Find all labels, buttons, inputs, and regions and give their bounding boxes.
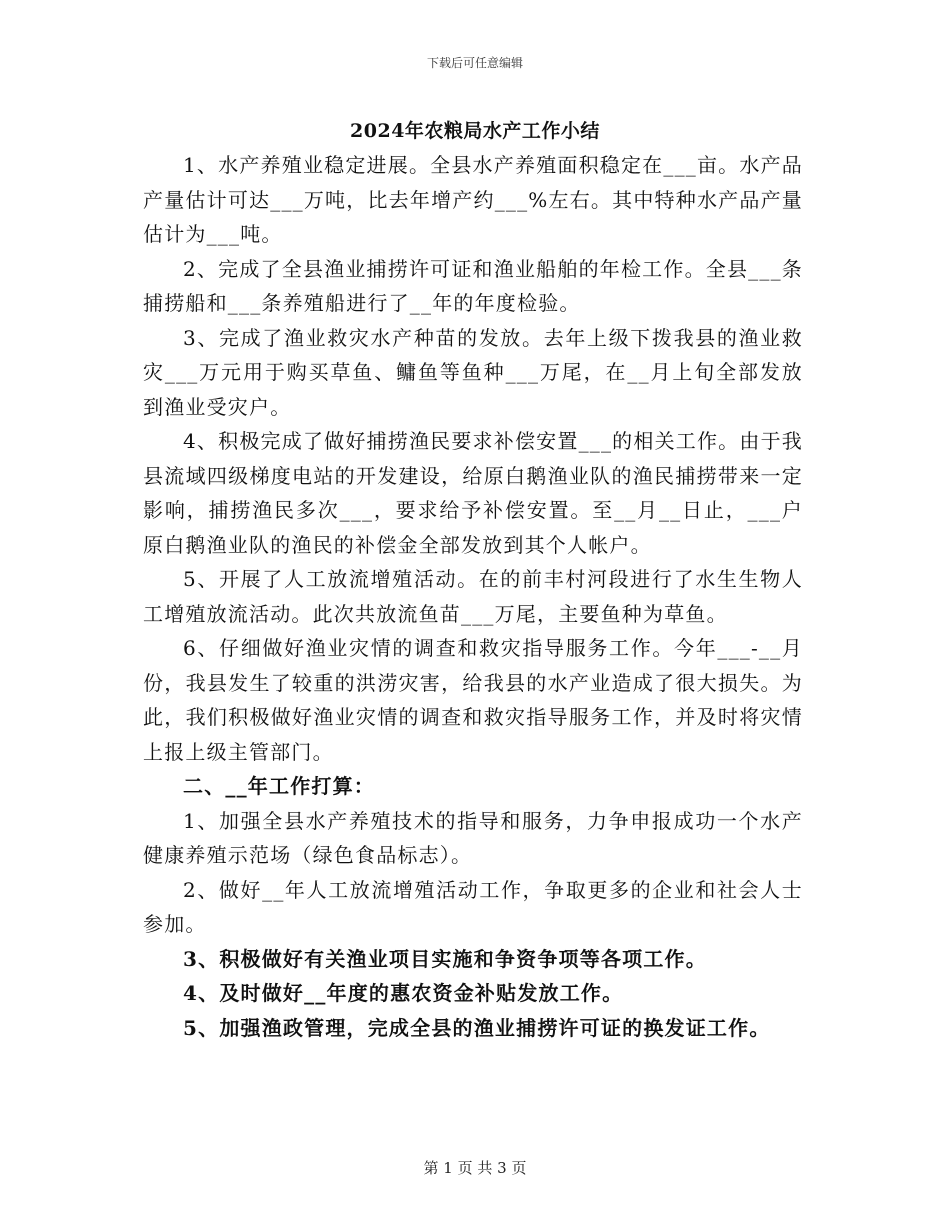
section-heading: 二、__年工作打算： — [183, 774, 375, 798]
paragraph: 4、积极完成了做好捕捞渔民要求补偿安置___的相关工作。由于我县流域四级梯度电站的开发建设，给原白鹅渔业队的渔民捕捞带来一定影响，捕捞渔民多次___，要求给予补偿安置。至__月__日止，___户原白鹅渔业队的渔民的补偿金全部发放到其个人帐户。 — [143, 429, 803, 557]
paragraph: 5、加强渔政管理，完成全县的渔业捕捞许可证的换发证工作。 — [183, 1015, 771, 1040]
paragraph: 2、完成了全县渔业捕捞许可证和渔业船舶的年检工作。全县___条捕捞船和___条养殖船进行了__年的年度检验。 — [143, 256, 803, 315]
paragraph: 2、做好__年人工放流增殖活动工作，争取更多的企业和社会人士参加。 — [143, 877, 803, 936]
document-body — [143, 148, 803, 1045]
document-title: 2024年农粮局水产工作小结 — [350, 120, 600, 142]
paragraph: 3、积极做好有关渔业项目实施和争资争项等各项工作。 — [183, 946, 707, 971]
page-footer: 第 1 页 共 3 页 — [423, 1159, 527, 1177]
paragraph: 5、开展了人工放流增殖活动。在的前丰村河段进行了水生生物人工增殖放流活动。此次共放流鱼苗___万尾，主要鱼种为草鱼。 — [143, 567, 803, 626]
paragraph: 4、及时做好__年度的惠农资金补贴发放工作。 — [183, 981, 624, 1005]
paragraph: 6、仔细做好渔业灾情的调查和救灾指导服务工作。今年___-__月份，我县发生了较重的洪涝灾害，给我县的水产业造成了很大损失。为此，我们积极做好渔业灾情的调查和救灾指导服务工作，并及时将灾情上报上级主管部门。 — [143, 636, 803, 764]
page-header-note: 下载后可任意编辑 — [426, 56, 523, 70]
paragraph: 1、加强全县水产养殖技术的指导和服务，力争申报成功一个水产健康养殖示范场（绿色食品标志）。 — [143, 808, 803, 867]
paragraph: 1、水产养殖业稳定进展。全县水产养殖面积稳定在___亩。水产品产量估计可达___万吨，比去年增产约___%左右。其中特种水产品产量估计为___吨。 — [143, 153, 803, 246]
paragraph: 3、完成了渔业救灾水产种苗的发放。去年上级下拨我县的渔业救灾___万元用于购买草鱼、鳙鱼等鱼种___万尾，在__月上旬全部发放到渔业受灾户。 — [143, 325, 803, 419]
